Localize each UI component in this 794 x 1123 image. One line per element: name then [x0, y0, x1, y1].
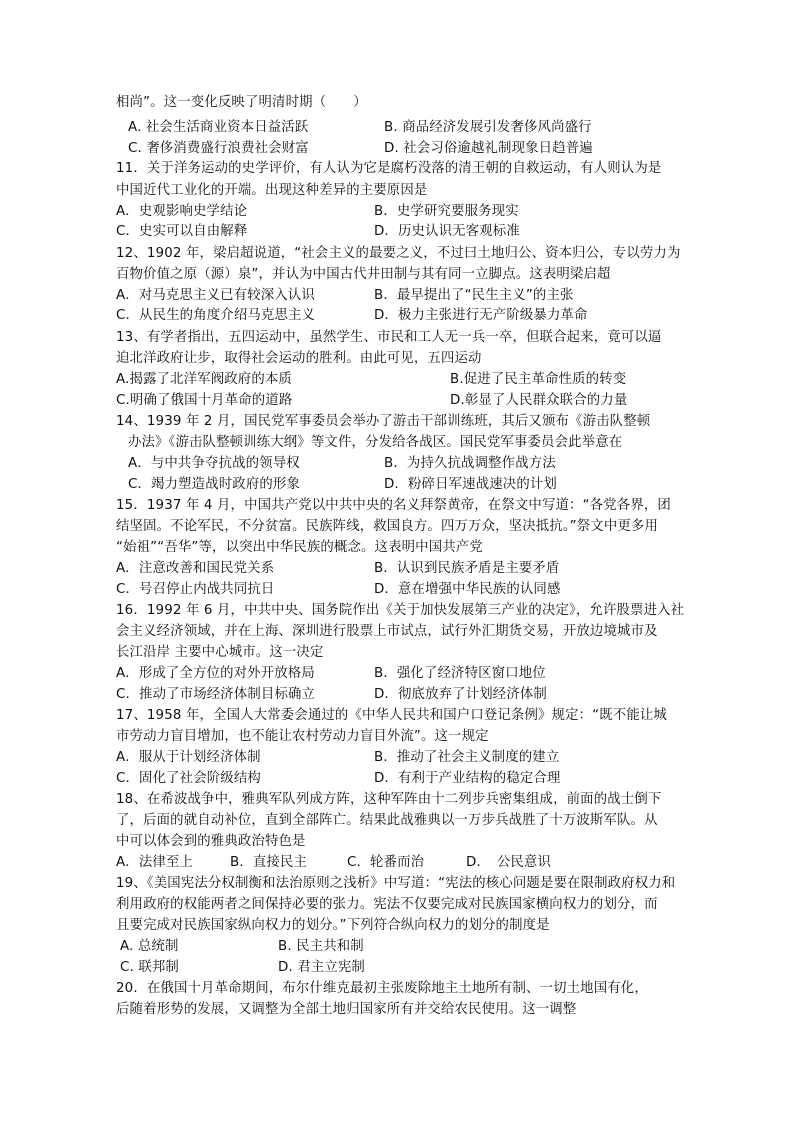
q18-option-c: C．轮番而治: [347, 855, 425, 870]
q18-stem: 中可以体会到的雅典政治特色是: [116, 834, 306, 849]
q17-stem: 17、1958 年，全国人大常委会通过的《中华人民共和国户口登记条例》规定：“既不能让城: [116, 708, 667, 723]
q12-stem: 百物价值之原（源）泉”，并认为中国古代井田制与其有同一立脚点。这表明梁启超: [116, 267, 611, 282]
q12-option-c: C．从民生的角度介绍马克思主义: [116, 308, 316, 323]
q17-stem: 市劳动力盲目增加，也不能让农村劳动力盲目外流”。这一规定: [116, 729, 489, 744]
q16-stem: 会主义经济领域，并在上海、深圳进行股票上市试点，试行外汇期货交易，开放边境城市及: [116, 624, 658, 639]
q15-stem: “始祖”“吾华”等，以突出中华民族的概念。这表明中国共产党: [116, 540, 483, 555]
q15-stem: 15．1937 年 4 月，中国共产党以中共中央的名义拜祭黄帝，在祭文中写道：“各党各界，团: [116, 498, 671, 513]
q15-option-c: C．号召停止内战共同抗日: [116, 582, 275, 597]
q14-option-d: D．粉碎日军速战速决的计划: [384, 477, 557, 492]
q10-option-c: C. 奢侈消费盛行浪费社会财富: [128, 141, 309, 156]
q16-option-a: A．形成了全方位的对外开放格局: [116, 666, 315, 681]
q11-option-b: B．史学研究要服务现实: [374, 204, 519, 219]
q16-option-c: C．推动了市场经济体制目标确立: [116, 687, 316, 702]
q19-option-c: C. 联邦制: [120, 960, 179, 975]
q13-option-a: A.揭露了北洋军阀政府的本质: [116, 372, 292, 387]
q16-option-d: D．彻底放弃了计划经济体制: [374, 687, 547, 702]
q13-option-d: D.彰显了人民群众联合的力量: [450, 393, 628, 408]
q15-option-d: D．意在增强中华民族的认同感: [374, 582, 561, 597]
q18-option-d: D． 公民意识: [466, 855, 552, 870]
q18-option-a: A．法律至上: [116, 855, 194, 870]
q10-option-b: B. 商品经济发展引发奢侈风尚盛行: [384, 120, 592, 135]
q19-stem: 且要完成对民族国家纵向权力的划分。”下列符合纵向权力的划分的制度是: [116, 918, 550, 933]
q16-option-b: B．强化了经济特区窗口地位: [374, 666, 546, 681]
q13-option-c: C.明确了俄国十月革命的道路: [116, 393, 293, 408]
q14-option-c: C．竭力塑造战时政府的形象: [128, 477, 300, 492]
q12-option-b: B．最早提出了“民生主义”的主张: [374, 288, 574, 303]
q11-option-d: D．历史认识无客观标准: [374, 224, 520, 239]
q13-stem: 迫北洋政府让步，取得社会运动的胜利。由此可见，五四运动: [116, 351, 482, 366]
q18-option-b: B．直接民主: [230, 855, 308, 870]
q17-option-d: D．有利于产业结构的稳定合理: [374, 771, 561, 786]
q15-option-b: B．认识到民族矛盾是主要矛盾: [374, 561, 560, 576]
q11-option-a: A．史观影响史学结论: [116, 204, 248, 219]
q19-option-a: A. 总统制: [120, 939, 179, 954]
q16-stem: 16．1992 年 6 月，中共中央、国务院作出《关于加快发展第三产业的决定》，允许股票进入社: [116, 603, 685, 618]
q12-option-a: A．对马克思主义已有较深入认识: [116, 288, 315, 303]
q12-option-d: D．极力主张进行无产阶级暴力革命: [374, 308, 588, 323]
q14-option-a: A．与中共争夺抗战的领导权: [128, 456, 300, 471]
q19-option-b: B. 民主共和制: [278, 939, 364, 954]
q17-option-c: C．固化了社会阶级结构: [116, 771, 261, 786]
q19-option-d: D. 君主立宪制: [278, 960, 365, 975]
q11-stem: 11．关于洋务运动的史学评价，有人认为它是腐朽没落的清王朝的自救运动，有人则认为是: [116, 161, 662, 176]
q20-stem: 20．在俄国十月革命期间，布尔什维克最初主张废除地主土地所有制、一切土地国有化，: [116, 981, 648, 996]
q18-stem: 18、在希波战争中，雅典军队列成方阵，这种军阵由十二列步兵密集组成，前面的战士倒下: [116, 792, 662, 807]
q15-stem: 结坚固。不论军民，不分贫富。民族阵线，救国良方。四万万众，坚决抵抗。”祭文中更多用: [116, 519, 659, 534]
q14-stem: 14、1939 年 2 月，国民党军事委员会举办了游击干部训练班，其后又颁布《游击队整顿: [116, 414, 651, 429]
q13-stem: 13、有学者指出，五四运动中，虽然学生、市民和工人无一兵一卒，但联合起来，竟可以逼: [116, 330, 662, 345]
q19-stem: 利用政府的权能两者之间保持必要的张力。宪法不仅要完成对民族国家横向权力的划分，而: [116, 897, 658, 912]
q17-option-a: A．服从于计划经济体制: [116, 750, 261, 765]
q17-option-b: B．推动了社会主义制度的建立: [374, 750, 560, 765]
q11-option-c: C．史实可以自由解释: [116, 224, 248, 239]
q15-option-a: A．注意改善和国民党关系: [116, 561, 275, 576]
q10-stem-tail: 相尚”。这一变化反映了明清时期（ ）: [116, 95, 367, 110]
q10-option-d: D. 社会习俗逾越礼制现象日趋普遍: [384, 141, 593, 156]
q11-stem: 中国近代工业化的开端。出现这种差异的主要原因是: [116, 183, 428, 198]
q20-stem: 后随着形势的发展，又调整为全部土地归国家所有并交给农民使用。这一调整: [116, 1002, 577, 1017]
q14-option-b: B．为持久抗战调整作战方法: [384, 456, 556, 471]
q10-option-a: A. 社会生活商业资本日益活跃: [128, 120, 309, 135]
q14-stem: 办法》《游击队整顿训练大纲》等文件，分发给各战区。国民党军事委员会此举意在: [128, 435, 623, 450]
q12-stem: 12、1902 年，梁启超说道，“社会主义的最要之义，不过曰土地归公、资本归公，专以劳力为: [116, 246, 681, 261]
q18-stem: 了，后面的就自动补位，直到全部阵亡。结果此战雅典以一万步兵战胜了十万波斯军队。从: [116, 813, 658, 828]
q16-stem: 长江沿岸 主要中心城市。这一决定: [116, 645, 324, 660]
q19-stem: 19、《美国宪法分权制衡和法治原则之浅析》中写道：“宪法的核心问题是要在限制政府权力和: [116, 876, 676, 891]
q13-option-b: B.促进了民主革命性质的转变: [450, 372, 627, 387]
